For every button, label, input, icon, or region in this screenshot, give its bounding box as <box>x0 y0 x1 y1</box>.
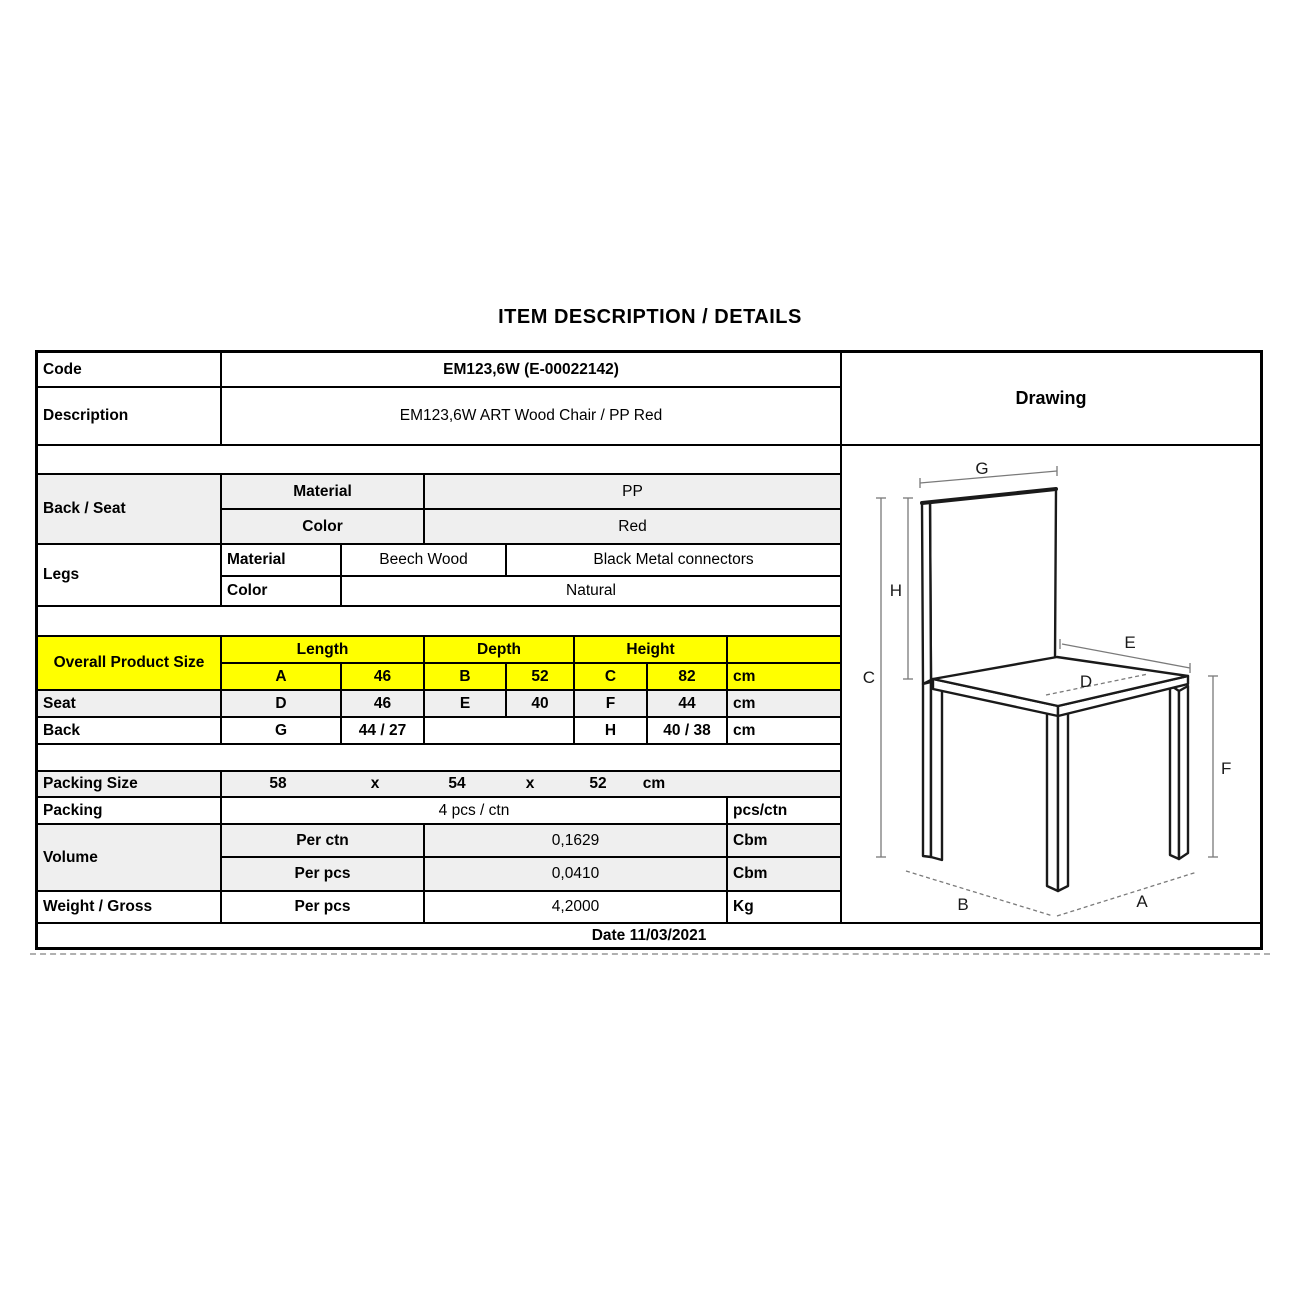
chair-leg-back-left <box>923 682 942 860</box>
spacer-row <box>38 446 842 475</box>
dim-line-b <box>906 871 1053 916</box>
packing-size-label: Packing Size <box>38 772 222 798</box>
packing-size-unit: cm <box>642 775 666 793</box>
unit-header-empty <box>728 637 842 664</box>
overall-length-value: 46 <box>342 664 425 691</box>
back-height-key: H <box>575 718 648 745</box>
overall-size-label: Overall Product Size <box>38 637 222 691</box>
overall-depth-key: B <box>425 664 507 691</box>
date-row: Date 11/03/2021 <box>38 924 1260 947</box>
volume-per-pcs-unit: Cbm <box>728 858 842 892</box>
chair-leg-right <box>1170 685 1188 859</box>
overall-depth-value: 52 <box>507 664 575 691</box>
dim-label-c: C <box>862 668 875 687</box>
overall-length-key: A <box>222 664 342 691</box>
packing-size-sep1: x <box>370 775 380 793</box>
dim-label-h: H <box>889 581 902 600</box>
seat-depth-key: E <box>425 691 507 718</box>
packing-size-sep2: x <box>525 775 535 793</box>
weight-value: 4,2000 <box>425 892 728 924</box>
height-header: Height <box>575 637 728 664</box>
packing-size-height: 52 <box>589 775 607 793</box>
spacer-row <box>38 607 842 637</box>
back-seat-material-label: Material <box>222 475 425 510</box>
dim-line-a <box>1057 872 1197 916</box>
volume-per-ctn-label: Per ctn <box>222 825 425 858</box>
seat-height-key: F <box>575 691 648 718</box>
seat-row-label: Seat <box>38 691 222 718</box>
volume-per-ctn-value: 0,1629 <box>425 825 728 858</box>
back-length-key: G <box>222 718 342 745</box>
back-row-label: Back <box>38 718 222 745</box>
packing-label: Packing <box>38 798 222 825</box>
legs-label: Legs <box>38 545 222 607</box>
chair-backrest-side <box>922 502 931 684</box>
back-seat-label: Back / Seat <box>38 475 222 545</box>
back-seat-material-value: PP <box>425 475 842 510</box>
back-seat-color-label: Color <box>222 510 425 545</box>
seat-unit: cm <box>728 691 842 718</box>
volume-per-ctn-unit: Cbm <box>728 825 842 858</box>
item-details-table <box>35 350 1263 950</box>
dim-label-e: E <box>1124 633 1136 652</box>
back-depth-empty <box>425 718 575 745</box>
volume-per-pcs-label: Per pcs <box>222 858 425 892</box>
legs-material-value-connectors: Black Metal connectors <box>507 545 842 577</box>
code-value: EM123,6W (E-00022142) <box>222 353 842 388</box>
back-height-value: 40 / 38 <box>648 718 728 745</box>
overall-height-value: 82 <box>648 664 728 691</box>
packing-size-width: 58 <box>269 775 287 793</box>
back-unit: cm <box>728 718 842 745</box>
volume-label: Volume <box>38 825 222 892</box>
dim-line-h <box>903 498 913 679</box>
drawing-header: Drawing <box>842 353 1260 446</box>
volume-per-pcs-value: 0,0410 <box>425 858 728 892</box>
dim-line-f <box>1208 676 1218 857</box>
packing-unit: pcs/ctn <box>728 798 842 825</box>
page-title: ITEM DESCRIPTION / DETAILS <box>498 306 802 328</box>
overall-height-key: C <box>575 664 648 691</box>
seat-height-value: 44 <box>648 691 728 718</box>
legs-color-label: Color <box>222 577 342 607</box>
chair-backrest-face <box>930 489 1056 680</box>
dim-line-c <box>876 498 886 857</box>
length-header: Length <box>222 637 425 664</box>
legs-material-label: Material <box>222 545 342 577</box>
packing-size-value <box>222 772 842 798</box>
page-cut-line <box>30 953 1270 955</box>
depth-header: Depth <box>425 637 575 664</box>
packing-size-depth: 54 <box>448 775 466 793</box>
spacer-row <box>38 745 842 772</box>
dim-label-g: G <box>975 459 989 478</box>
packing-value: 4 pcs / ctn <box>222 798 728 825</box>
code-label: Code <box>38 353 222 388</box>
chair-drawing <box>842 446 1260 923</box>
legs-color-value: Natural <box>342 577 842 607</box>
dim-label-f: F <box>1221 759 1232 778</box>
weight-gross-label: Weight / Gross <box>38 892 222 924</box>
dim-label-b: B <box>957 895 969 914</box>
seat-depth-value: 40 <box>507 691 575 718</box>
chair-leg-front <box>1047 706 1068 891</box>
back-length-value: 44 / 27 <box>342 718 425 745</box>
seat-length-value: 46 <box>342 691 425 718</box>
overall-unit: cm <box>728 664 842 691</box>
legs-material-value-wood: Beech Wood <box>342 545 507 577</box>
weight-unit: Kg <box>728 892 842 924</box>
weight-per-pcs-label: Per pcs <box>222 892 425 924</box>
description-label: Description <box>38 388 222 446</box>
dim-label-a: A <box>1136 892 1148 911</box>
drawing-area <box>842 446 1260 924</box>
back-seat-color-value: Red <box>425 510 842 545</box>
seat-length-key: D <box>222 691 342 718</box>
dim-label-d: D <box>1079 672 1093 691</box>
description-value: EM123,6W ART Wood Chair / PP Red <box>222 388 842 446</box>
